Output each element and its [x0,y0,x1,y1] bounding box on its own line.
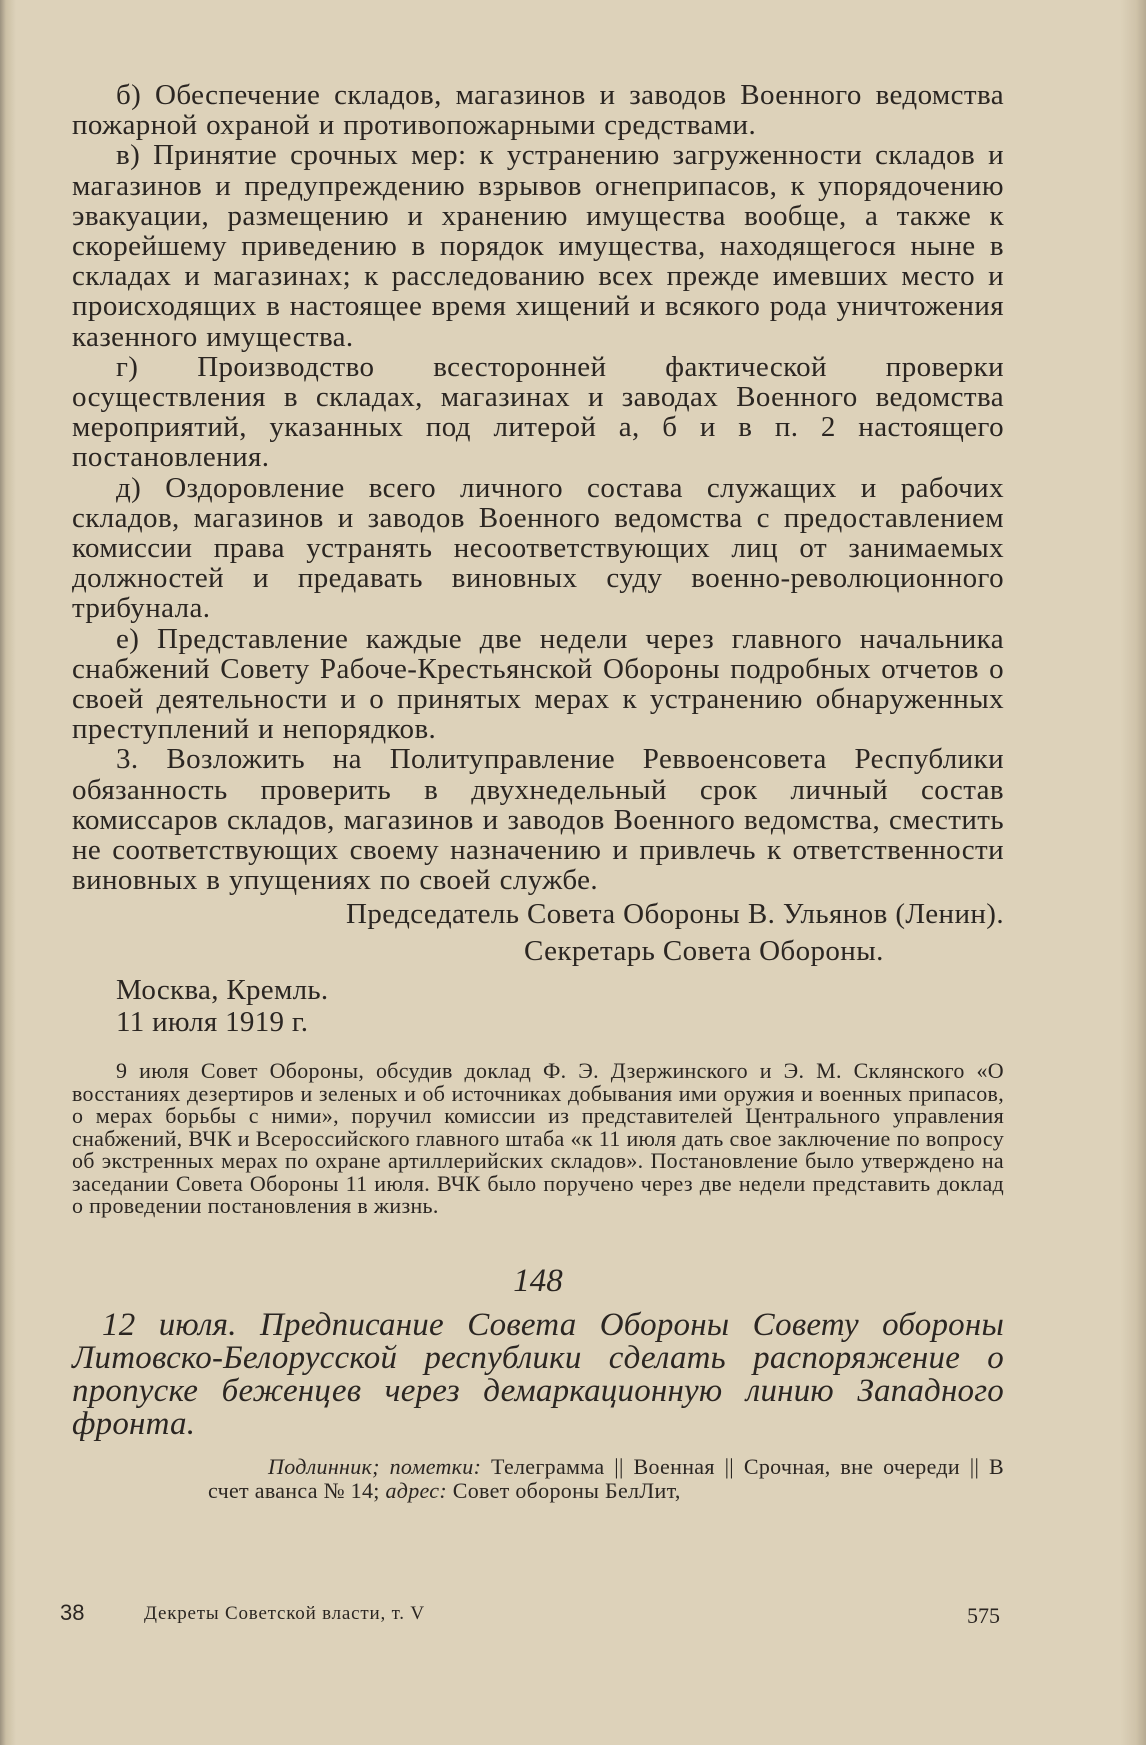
source-text-marks: Телеграмма || Военная || Срочная, вне очереди || В счет аванса № 14; [208,1454,1004,1504]
paragraph-3: 3. Возложить на Политуправление Реввоенсовета Республики обязанность проверить в двухнедельный срок личный состав комиссаров складов, магазинов и заводов Военного ведомства, сместить не соответствующих своему назначению и привлечь к ответственности виновных в упущениях по своей службе. [72,743,1004,897]
source-text-address: Совет обороны БелЛит, [446,1478,681,1504]
editorial-note: 9 июля Совет Обороны, обсудив доклад Ф. Э. Дзержинского и Э. М. Склянского «О восстаниях дезертиров и зеленых и об источниках добывания ими оружия и военных припасов, о мерах борьбы с ними», поручил комиссии из представителей Центрального управления снабжений, ВЧК и Всероссийского главного штаба «к 11 июля дать свое заключение по вопросу об экстренных мерах по охране артиллерийских складов». Постановление было утверждено на заседании Совета Обороны 11 июля. ВЧК было поручено через две недели представить доклад о проведении постановления в жизнь. [72,1058,1004,1218]
paragraph-g: г) Производство всесторонней фактической проверки осуществления в складах, магазинах и заводах Военного ведомства мероприятий, указанных под литерой а, б и в п. 2 настоящего постановления. [72,350,1004,474]
series-title: Декреты Советской власти, т. V [144,1603,425,1624]
paragraph-b: б) Обеспечение складов, магазинов и заводов Военного ведомства пожарной охраной и противопожарными средствами. [72,79,1004,142]
paragraph-e: е) Представление каждые две недели через главного начальника снабжений Совету Рабоче-Крестьянской Обороны подробных отчетов о своей деятельности и о принятых мерах к устранению обнаруженных преступлений и непорядков. [72,622,1004,746]
page-number: 575 [967,1603,1000,1628]
secretary-signature: Секретарь Совета Обороны. [524,935,884,968]
document-number: 148 [513,1263,563,1300]
document-title: 12 июля. Предписание Совета Обороны Совету обороны Литовско-Белорусской республики сделать распоряжение о пропуске беженцев через демаркационную линию Западного фронта. [72,1307,1004,1443]
place-line: Москва, Кремль. [116,974,329,1007]
date-line: 11 июля 1919 г. [116,1006,309,1039]
paragraph-v: в) Принятие срочных мер: к устранению загруженности складов и магазинов и предупреждению взрывов огнеприпасов, к упорядочению эвакуации, размещению и хранению имущества вообще, а также к скорейшему приведению в порядок имущества, находящегося ныне в складах и магазинах; к расследованию всех прежде имевших место и происходящих в настоящее время хищений и всякого рода уничтожения казенного имущества. [72,139,1004,353]
chairman-signature: Председатель Совета Обороны В. Ульянов (Ленин). [346,898,1004,931]
document-source [208,1455,1004,1503]
text-body [72,80,1004,1503]
source-label-address: адрес: [385,1478,447,1504]
signature-mark: 38 [60,1600,85,1625]
source-label-original: Подлинник; пометки: [268,1454,482,1480]
page-footer [60,1600,1000,1630]
paragraph-d: д) Оздоровление всего личного состава служащих и рабочих складов, магазинов и заводов Военного ведомства с предоставлением комиссии права устранять несоответствующих лиц от занимаемых должностей и предавать виновных суду военно-революционного трибунала. [72,471,1004,625]
